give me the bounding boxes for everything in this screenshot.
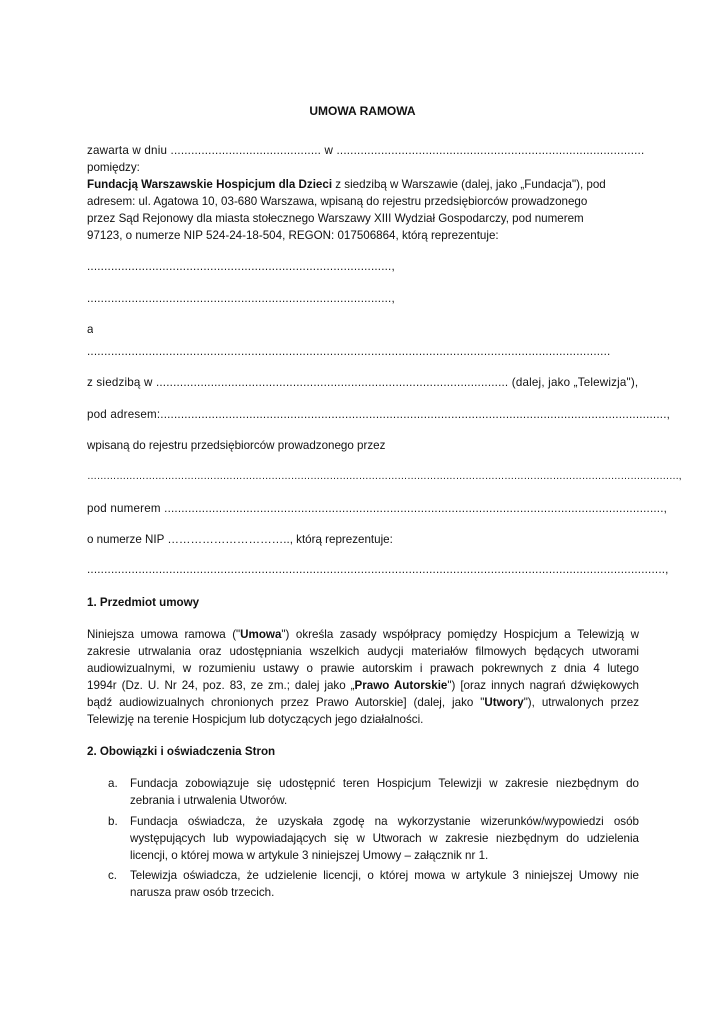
number-line: pod numerem .................................................................................................................................................., xyxy=(87,502,668,515)
s1-l4-c: ") [oraz innych nagrań dźwiękowych xyxy=(447,679,639,692)
item-a-line-2: zebrania i utrwalenia Utworów. xyxy=(130,794,288,807)
foundation-name: Fundacją Warszawskie Hospicjum dla Dzieci xyxy=(87,178,333,191)
nip-line: o numerze NIP ………………………….., którą reprezentuje: xyxy=(87,533,393,546)
foundation-address-line: adresem: ul. Agatowa 10, 03-680 Warszawa, wpisaną do rejestru przedsiębiorców prowadzonego xyxy=(87,195,588,208)
section-1-heading: 1. Przedmiot umowy xyxy=(87,596,200,609)
item-b-line-1: Fundacja oświadcza, że uzyskała zgodę na wykorzystanie wizerunków/wypowiedzi osób xyxy=(130,815,639,828)
registry-blank: …………………………………………………………………………………………………………………………………………………………………, xyxy=(87,471,682,482)
item-b-line-2: występujących lub wypowiadających się w Utworach w zakresie niezbędnym do udzielenia xyxy=(130,832,639,845)
address-line: pod adresem:...................................................................................................................................................., xyxy=(87,408,671,421)
representative-2-blank: ........................................................................................., xyxy=(87,292,395,305)
foundation-ids-line: 97123, o numerze NIP 524-24-18-504, REGON: 017506864, którą reprezentuje: xyxy=(87,229,499,242)
seat-line: z siedzibą w ....................................................................................................... (dalej, jako „Telewizja"), xyxy=(87,376,639,389)
section-2-heading: 2. Obowiązki i oświadczenia Stron xyxy=(87,745,276,758)
representative-3-blank: ........................................................................................................................................................................., xyxy=(87,563,669,576)
representative-1-blank: ........................................................................................., xyxy=(87,260,395,273)
section-1-line-4 xyxy=(87,677,639,694)
item-a-line-1: Fundacja zobowiązuje się udostępnić teren Hospicjum Telewizji w zakresie niezbędnym do xyxy=(130,777,639,790)
prawo-autorskie-term: Prawo Autorskie xyxy=(354,679,448,692)
document-title: UMOWA RAMOWA xyxy=(309,104,416,118)
foundation-court-line: przez Sąd Rejonowy dla miasta stołecznego Warszawy XIII Wydział Gospodarczy, pod numerem xyxy=(87,212,584,225)
foundation-line-rest: z siedzibą w Warszawie (dalej, jako „Fundacja"), pod xyxy=(332,178,606,191)
s1-l4-a: 1994r (Dz. U. Nr 24, poz. 83, ze zm.; dalej jako „ xyxy=(87,679,355,692)
utwory-term: Utwory xyxy=(484,696,524,709)
item-b-line-3: licencji, o której mowa w artykule 3 niniejszej Umowy – załącznik nr 1. xyxy=(130,849,489,862)
list-item-text xyxy=(130,867,639,901)
item-c-line-2: narusza praw osób trzecich. xyxy=(130,886,275,899)
section-1-line-2: zakresie utrwalania oraz udostępniania wszelkich audycji materiałów filmowych będących utworami xyxy=(87,645,639,658)
list-marker: c. xyxy=(108,869,118,882)
list-marker: a. xyxy=(108,777,118,790)
section-1-line-1 xyxy=(87,626,639,643)
between-label: pomiędzy: xyxy=(87,161,140,174)
section-1-line-6: Telewizję na terenie Hospicjum lub dotyczących jego działalności. xyxy=(87,713,424,726)
s1-l1-a: Niniejsza umowa ramowa (" xyxy=(87,628,241,641)
and-label: a xyxy=(87,323,94,336)
s1-l5-c: "), utrwalonych przez xyxy=(523,696,639,709)
s1-l1-c: ") określa zasady współpracy pomiędzy Hospicjum a Telewizją w xyxy=(281,628,639,641)
list-item-text xyxy=(130,775,639,809)
registry-label: wpisaną do rejestru przedsiębiorców prowadzonego przez xyxy=(87,439,386,452)
foundation-line xyxy=(87,176,606,193)
item-c-line-1: Telewizja oświadcza, że udzielenie licencji, o której mowa w artykule 3 niniejszej Umowy nie xyxy=(130,869,639,882)
contract-date-line: zawarta w dniu ............................................ w .......................................................................................... xyxy=(87,144,645,157)
section-1-line-3: audiowizualnymi, w rozumieniu ustawy o prawie autorskim i prawach pokrewnych z dnia 4 lutego xyxy=(87,662,639,675)
umowa-term: Umowa xyxy=(240,628,282,641)
s1-l5-a: bądź audiowizualnych chronionych przez Prawo Autorskie] (dalej, jako " xyxy=(87,696,485,709)
list-marker: b. xyxy=(108,815,118,828)
list-item-text xyxy=(130,813,639,864)
party2-name-blank: ......................................................................................................................................................... xyxy=(87,345,611,358)
section-1-line-5 xyxy=(87,694,639,711)
